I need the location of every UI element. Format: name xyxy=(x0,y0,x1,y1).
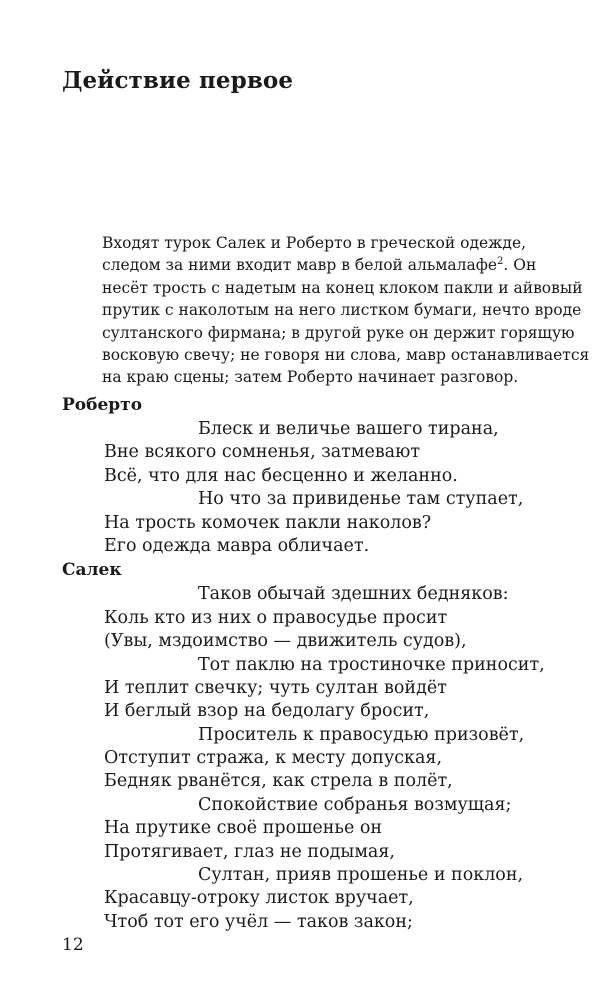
verse-line: Его одежда мавра обличает. xyxy=(104,535,370,556)
stage-direction xyxy=(102,232,590,389)
verse-line: Султан, прияв прошенье и поклон, xyxy=(198,865,524,886)
verse-line: Вне всякого сомненья, затмевают xyxy=(104,442,421,463)
verse-line: Тот паклю на тростиночке приносит, xyxy=(198,654,545,675)
verse-line: Спокойствие собранья возмущая; xyxy=(198,794,512,815)
dialogue xyxy=(62,393,562,934)
act-title: Действие первое xyxy=(62,67,294,94)
stage-direction-line: восковую свечу; не говоря ни слова, мавр останавливается xyxy=(102,346,590,365)
verse-line: Блеск и величье вашего тирана, xyxy=(198,419,499,439)
verse-line: Чтоб тот его учёл — таков закон; xyxy=(104,911,413,932)
verse-line: (Увы, мздоимство — движитель судов), xyxy=(104,631,467,652)
stage-direction-line: несёт трость с надетым на конец клоком пакли и айвовый xyxy=(102,278,583,297)
stage-direction-line: прутик с наколотым на него листком бумаги, нечто вроде xyxy=(102,301,582,320)
verse-line: Протягивает, глаз не подымая, xyxy=(104,841,395,862)
verse-line: Красавцу-отроку листок вручает, xyxy=(104,888,414,909)
verse-line: Проситель к правосудью призовёт, xyxy=(198,724,525,745)
verse-line: И беглый взор на бедолагу бросит, xyxy=(104,701,430,722)
speaker-name: Роберто xyxy=(62,395,143,415)
stage-direction-line: Входят турок Салек и Роберто в греческой одежде, xyxy=(102,234,527,252)
stage-direction-line: следом за ними входит мавр в белой альмалафе$^2$. Он xyxy=(102,256,537,275)
verse-line: Но что за привиденье там ступает, xyxy=(198,489,524,510)
page-number: 12 xyxy=(62,935,84,955)
verse-line: На трость комочек пакли наколов? xyxy=(104,512,432,533)
speaker-name: Салек xyxy=(62,560,122,581)
verse-line: Коль кто из них о правосудье просит xyxy=(104,607,448,628)
verse-line: Бедняк рванётся, как стрела в полёт, xyxy=(104,771,453,792)
stage-direction-line: на краю сцены; затем Роберто начинает разговор. xyxy=(102,368,519,387)
verse-line: На прутике своё прошенье он xyxy=(104,818,383,839)
stage-direction-line: султанского фирмана; в другой руке он держит горящую xyxy=(102,323,575,342)
footnote-marker[interactable]: 2 xyxy=(497,256,504,268)
verse-line: Всё, что для нас бесценно и желанно. xyxy=(104,465,458,486)
verse-line: И теплит свечку; чуть султан войдёт xyxy=(104,677,447,698)
verse-line: Отступит стража, к месту допуская, xyxy=(104,748,443,769)
verse-line: Таков обычай здешних бедняков: xyxy=(198,584,509,605)
